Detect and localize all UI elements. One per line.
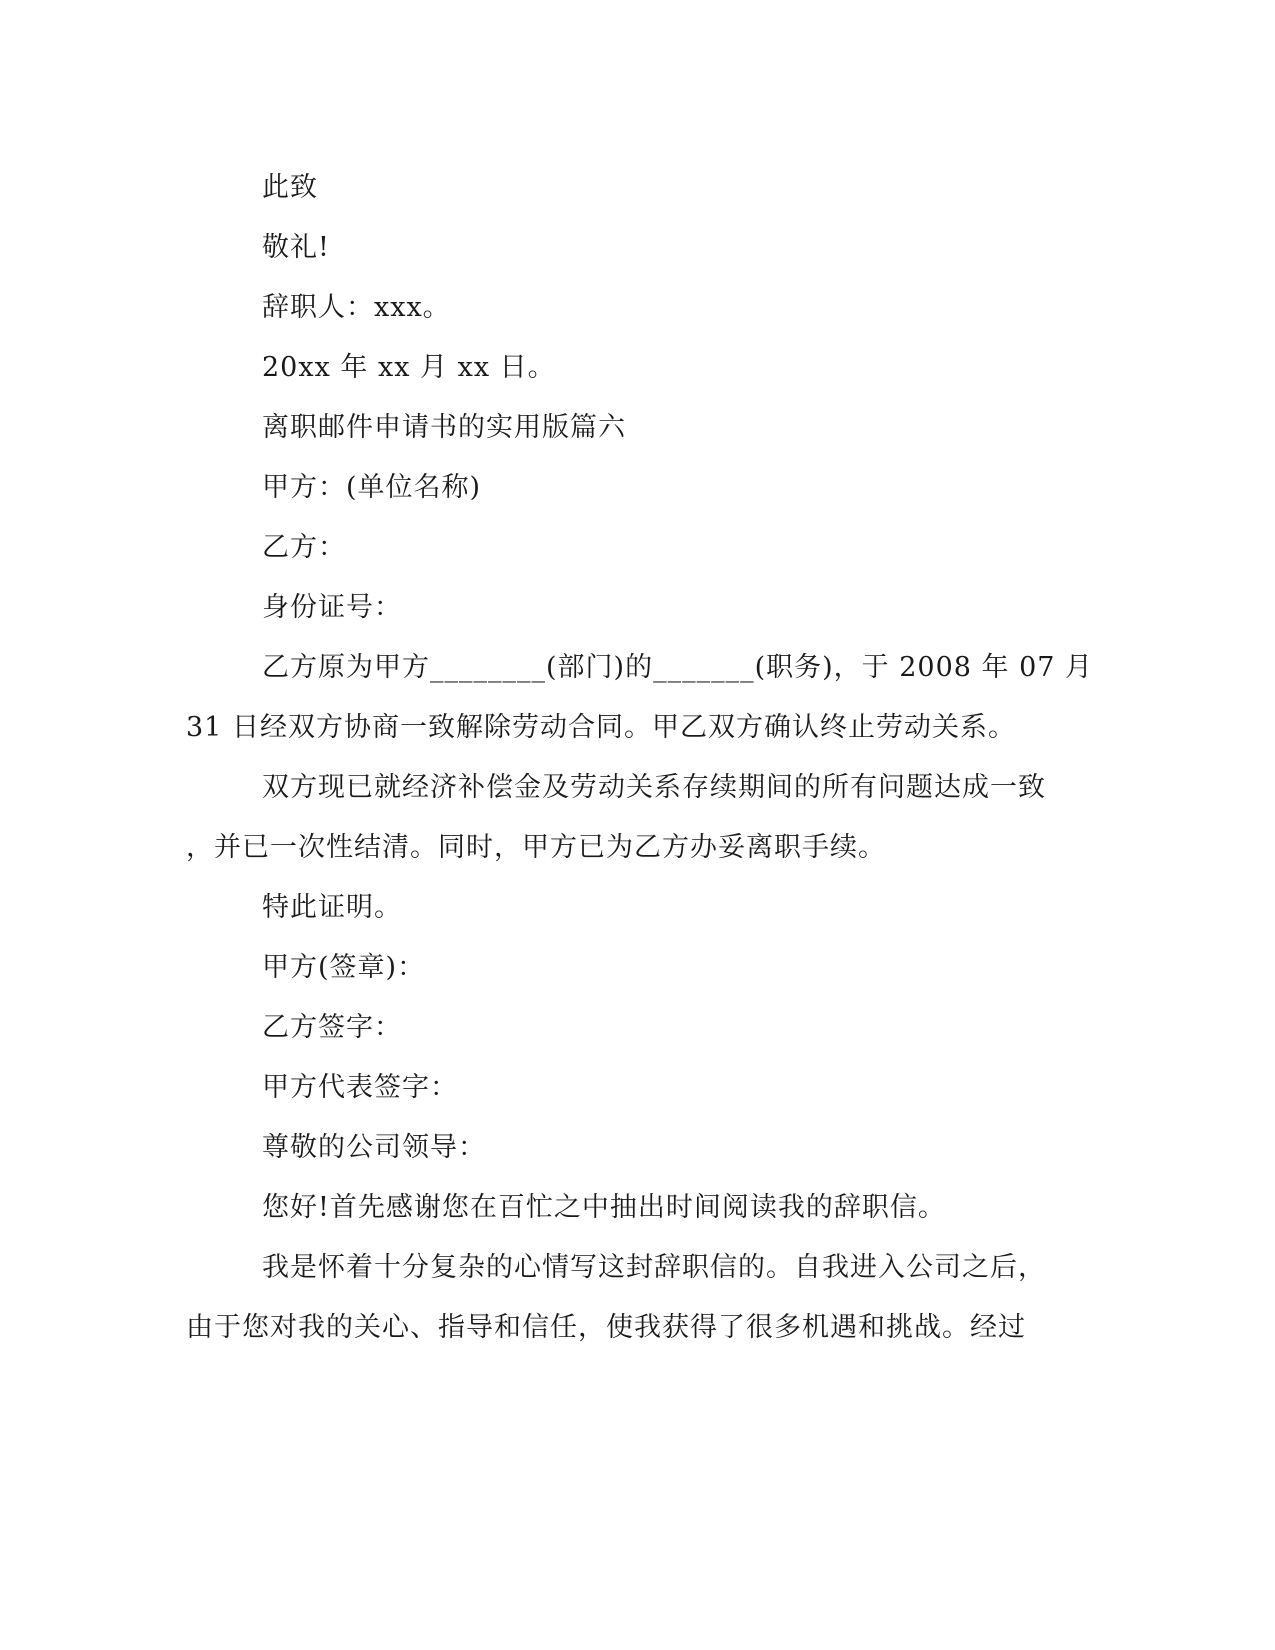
party-a-line: 甲方：(单位名称)	[262, 472, 482, 503]
paragraph-line: ，并已一次性结清。同时，甲方已为乙方办妥离职手续。	[186, 832, 886, 863]
section-title: 离职邮件申请书的实用版篇六	[262, 412, 626, 443]
paragraph-line: 乙方原为甲方________(部门)的_______(职务)，于 2008 年 07 月	[262, 652, 1094, 683]
party-a-rep-signature-line: 甲方代表签字：	[262, 1072, 458, 1103]
party-a-seal-line: 甲方(签章)：	[262, 952, 426, 983]
paragraph-line: 我是怀着十分复杂的心情写这封辞职信的。自我进入公司之后，	[262, 1252, 1046, 1283]
paragraph-line: 您好!首先感谢您在百忙之中抽出时间阅读我的辞职信。	[262, 1192, 946, 1223]
paragraph-line: 31 日经双方协商一致解除劳动合同。甲乙双方确认终止劳动关系。	[186, 712, 1016, 743]
id-number-line: 身份证号：	[262, 592, 402, 623]
paragraph-line: 双方现已就经济补偿金及劳动关系存续期间的所有问题达成一致	[262, 772, 1046, 803]
certification-line: 特此证明。	[262, 892, 402, 923]
closing-line: 此致	[262, 172, 318, 203]
date-line: 20xx 年 xx 月 xx 日。	[262, 352, 556, 383]
party-b-signature-line: 乙方签字：	[262, 1012, 402, 1043]
letter-greeting: 尊敬的公司领导：	[262, 1132, 486, 1163]
salutation-line: 敬礼!	[262, 232, 330, 263]
paragraph-line: 由于您对我的关心、指导和信任，使我获得了很多机遇和挑战。经过	[186, 1312, 1026, 1343]
party-b-line: 乙方：	[262, 532, 346, 563]
resigner-line: 辞职人：xxx。	[262, 292, 451, 323]
